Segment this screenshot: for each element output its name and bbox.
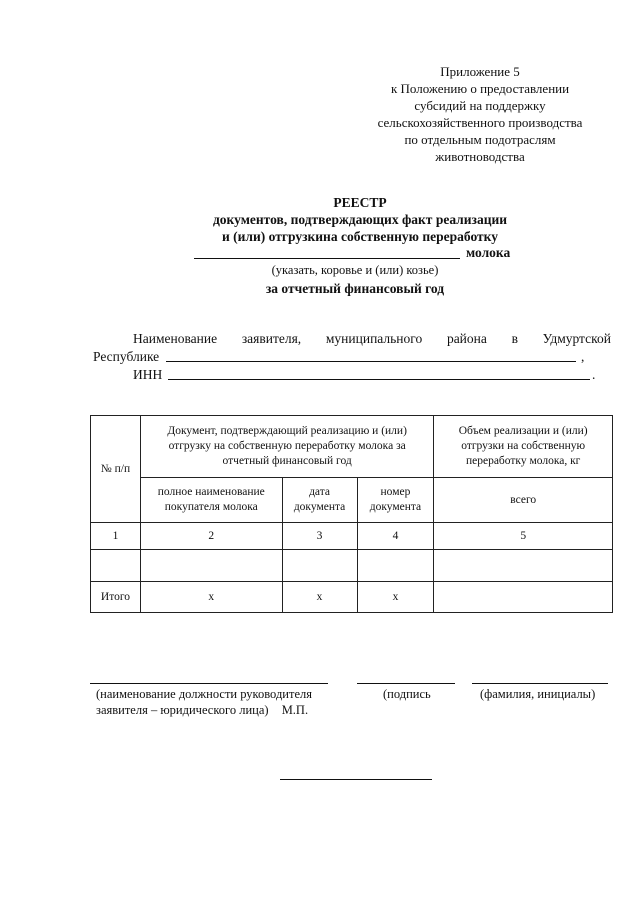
header-volume: Объем реализации и (или) отгрузки на собственную переработку молока, кг [434, 416, 613, 478]
table-index-row [91, 523, 613, 550]
appendix-line: Приложение 5 [440, 64, 520, 79]
milk-word: молока [466, 245, 511, 260]
table-cell: 2 [140, 523, 282, 550]
republic-label: Республике [93, 349, 160, 364]
applicant-word: заявителя, [241, 331, 302, 346]
milk-type-blank[interactable] [194, 258, 460, 259]
applicant-label-line [93, 330, 611, 348]
name-signature-line[interactable] [472, 683, 608, 684]
applicant-word: Наименование [133, 331, 218, 346]
report-period: за отчетный финансовый год [265, 281, 445, 296]
title-line: документов, подтверждающих факт реализации [212, 212, 508, 227]
table-cell: х [140, 582, 282, 613]
applicant-word: в [511, 331, 518, 346]
title-line: и (или) отгрузкина собственную переработку [222, 229, 498, 244]
table-cell[interactable] [357, 550, 434, 582]
total-volume-cell[interactable] [434, 582, 613, 613]
appendix-line: по отдельным подотраслям [404, 132, 556, 147]
header-document: Документ, подтверждающий реализацию и (или) отгрузку на собственную переработку молока за отчетный финансовый год [140, 416, 433, 478]
inn-line [93, 366, 611, 384]
inn-field[interactable] [168, 379, 590, 380]
subheader-date: дата документа [282, 478, 357, 523]
position-caption-cont [96, 702, 308, 718]
applicant-word: Удмуртской [542, 331, 611, 346]
milk-type-field[interactable] [190, 245, 520, 263]
name-caption: (фамилия, инициалы) [480, 687, 596, 701]
applicant-name-comma: , [581, 349, 585, 364]
subheader-number: номер документа [357, 478, 434, 523]
table-subheader-row [91, 478, 613, 523]
table-cell[interactable] [140, 550, 282, 582]
applicant-name-field[interactable] [166, 361, 576, 362]
table-cell[interactable] [91, 550, 141, 582]
milk-type-hint: (указать, коровье и (или) козье) [271, 263, 439, 277]
subheader-buyer: полное наименование покупателя молока [140, 478, 282, 523]
applicant-name-line [93, 348, 611, 366]
title-heading: РЕЕСТР [333, 195, 387, 210]
applicant-section [93, 330, 611, 384]
inn-label: ИНН [133, 367, 163, 382]
table-cell: 3 [282, 523, 357, 550]
signature-caption: (подпись [383, 687, 431, 701]
header-number: № п/п [91, 416, 141, 523]
position-caption: (наименование должности руководителя [96, 687, 312, 701]
appendix-line: к Положению о предоставлении [390, 81, 570, 96]
applicant-word: района [446, 331, 487, 346]
table-row [91, 550, 613, 582]
table-cell: 1 [91, 523, 141, 550]
appendix-block [340, 63, 620, 165]
position-signature-line[interactable] [90, 683, 328, 684]
position-caption-line2: заявителя – юридического лица) [96, 703, 269, 717]
inn-dot: . [592, 367, 596, 382]
table-cell: 5 [434, 523, 613, 550]
table-cell: х [282, 582, 357, 613]
table-cell[interactable] [434, 550, 613, 582]
signature-line[interactable] [357, 683, 455, 684]
registry-table [90, 415, 613, 613]
stamp-place: М.П. [281, 703, 309, 717]
applicant-word: муниципального [325, 331, 423, 346]
appendix-line: сельскохозяйственного производства [377, 115, 583, 130]
table-cell: 4 [357, 523, 434, 550]
table-cell: х [357, 582, 434, 613]
appendix-line: субсидий на поддержку [414, 98, 546, 113]
table-cell[interactable] [282, 550, 357, 582]
subheader-total: всего [434, 478, 613, 523]
table-header-row [91, 416, 613, 478]
table-total-row [91, 582, 613, 613]
appendix-line: животноводства [435, 149, 525, 164]
bottom-line [280, 779, 432, 780]
document-title [150, 194, 570, 245]
total-label: Итого [91, 582, 141, 613]
